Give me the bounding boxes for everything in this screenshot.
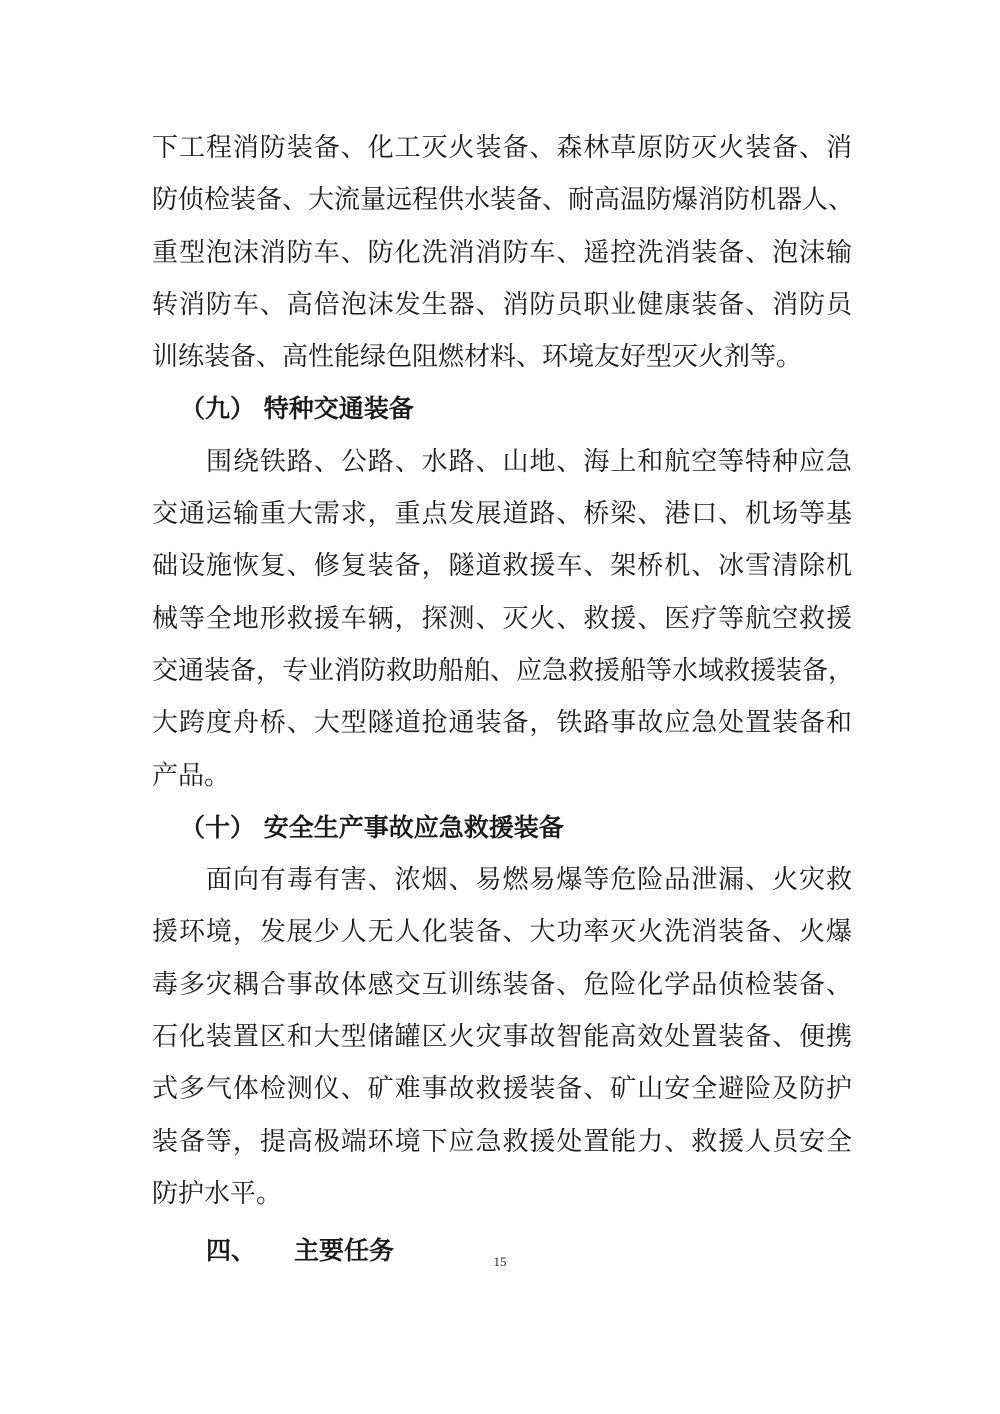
text-line: 防侦检装备、大流量远程供水装备、耐高温防爆消防机器人、	[152, 185, 855, 216]
text-line: 防护水平。	[152, 1178, 283, 1209]
text-line: 产品。	[152, 760, 231, 791]
paragraph-transport-equipment	[152, 436, 855, 802]
text-line: 援环境，发展少人无人化装备、大功率灭火洗消装备、火爆	[152, 917, 852, 948]
text-line: 下工程消防装备、化工灭火装备、森林草原防灭火装备、消	[152, 133, 852, 163]
text-line: 式多气体检测仪、矿难事故救援装备、矿山安全避险及防护	[152, 1074, 852, 1105]
text-line: 面向有毒有害、浓烟、易燃易爆等危险品泄漏、火灾救	[206, 865, 852, 896]
section-heading-4	[152, 1220, 852, 1282]
paragraph-rescue-equipment	[152, 854, 852, 1220]
text-line: 围绕铁路、公路、水路、山地、海上和航空等特种应急	[206, 446, 852, 477]
text-line: 交通运输重大需求，重点发展道路、桥梁、港口、机场等基	[152, 499, 852, 530]
text-line: 械等全地形救援车辆，探测、灭火、救援、医疗等航空救援	[152, 603, 852, 634]
page-number: 15	[493, 1254, 507, 1269]
text-line: 交通装备，专业消防救助船舶、应急救援船等水域救援装备，	[152, 655, 855, 686]
subheading-9: （九） 特种交通装备	[180, 394, 414, 424]
text-line: 训练装备、高性能绿色阻燃材料、环境友好型灭火剂等。	[152, 342, 803, 373]
subheading-10: （十） 安全生产事故应急救援装备	[180, 812, 564, 842]
paragraph-fire-equipment	[152, 122, 855, 383]
text-line: 础设施恢复、修复装备，隧道救援车、架桥机、冰雪清除机	[152, 551, 852, 582]
text-line: 毒多灾耦合事故体感交互训练装备、危险化学品侦检装备、	[152, 969, 852, 1000]
text-line: 重型泡沫消防车、防化洗消消防车、遥控洗消装备、泡沫输	[152, 237, 852, 268]
text-line: 转消防车、高倍泡沫发生器、消防员职业健康装备、消防员	[152, 289, 852, 320]
document-page	[152, 122, 855, 1282]
text-line: 大跨度舟桥、大型隧道抢通装备，铁路事故应急处置装备和	[152, 708, 852, 739]
text-line: 石化装置区和大型储罐区火灾事故智能高效处置装备、便携	[152, 1022, 852, 1053]
section-title-text: 主要任务	[294, 1236, 395, 1266]
section-number: 四、	[206, 1236, 257, 1266]
text-line: 装备等，提高极端环境下应急救援处置能力、救援人员安全	[152, 1126, 852, 1157]
